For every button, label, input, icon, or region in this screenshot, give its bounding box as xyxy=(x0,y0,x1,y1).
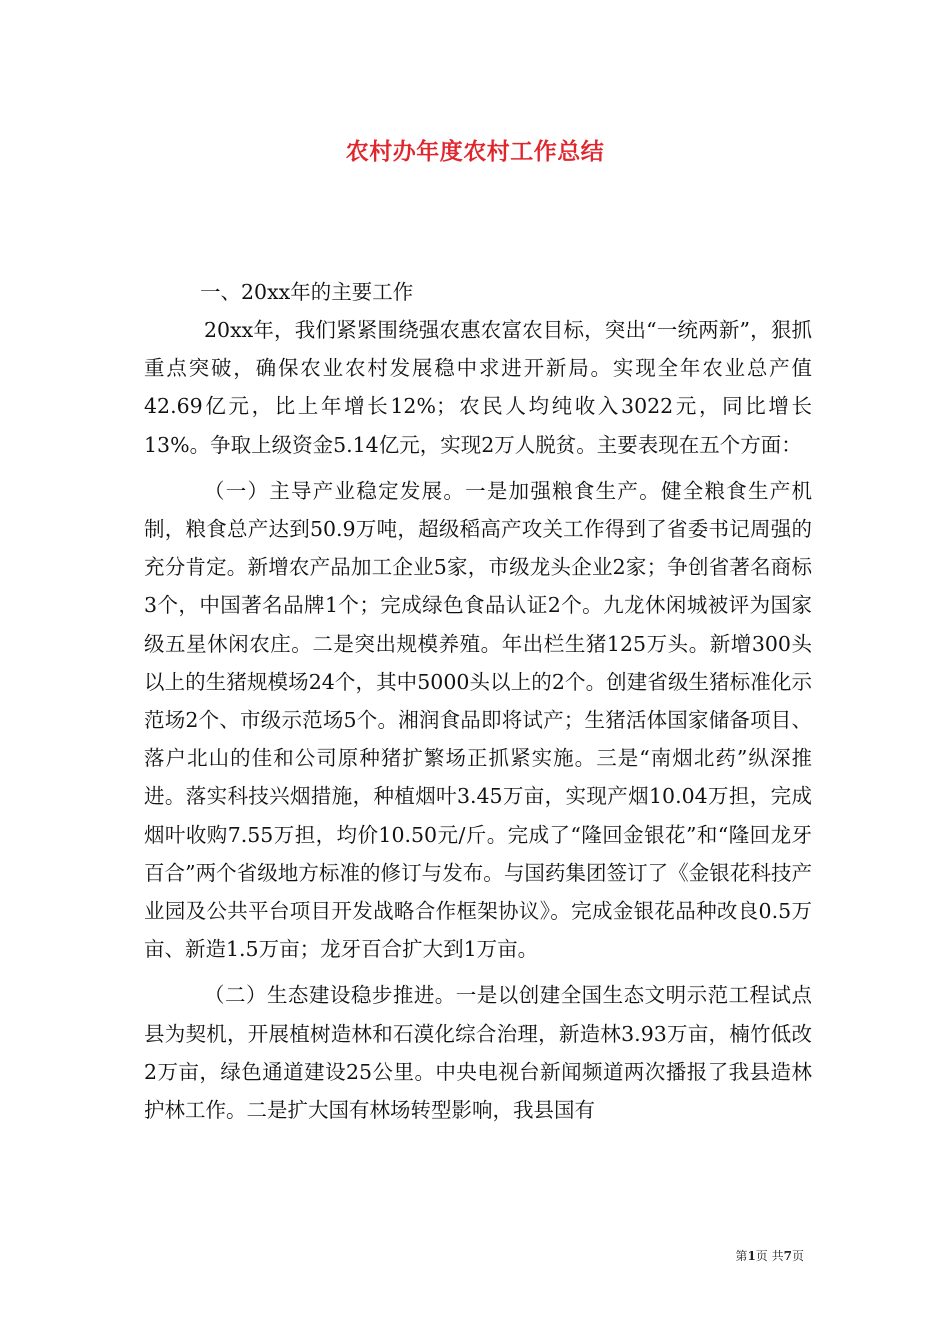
footer-suffix: 页 xyxy=(791,1249,804,1263)
section-heading: 一、20xx年的主要工作 xyxy=(200,280,414,304)
footer-middle: 页 共 xyxy=(755,1249,784,1263)
paragraph-ecology: （二）生态建设稳步推进。一是以创建全国生态文明示范工程试点县为契机，开展植树造林和石漠化综合治理，新造林3.93万亩，楠竹低改2万亩，绿色通道建设25公里。中央电视台新闻频道两次播报了我县造林护林工作。二是扩大国有林场转型影响，我县国有 xyxy=(144,983,812,1123)
paragraph-industry: （一）主导产业稳定发展。一是加强粮食生产。健全粮食生产机制，粮食总产达到50.9万吨，超级稻高产攻关工作得到了省委书记周强的充分肯定。新增农产品加工企业5家，市级龙头企业2家；争创省著名商标3个，中国著名品牌1个；完成绿色食品认证2个。九龙休闲城被评为国家级五星休闲农庄。二是突出规模养殖。年出栏生猪125万头。新增300头以上的生猪规模场24个，其中5000头以上的2个。创建省级生猪标准化示范场2个、市级示范场5个。湘润食品即将试产；生猪活体国家储备项目、落户北山的佳和公司原种猪扩繁场正抓紧实施。三是“南烟北药”纵深推进。落实科技兴烟措施，种植烟叶3.45万亩，实现产烟10.04万担，完成烟叶收购7.55万担，均价10.50元/斤。完成了“隆回金银花”和“隆回龙牙百合”两个省级地方标准的修订与发布。与国药集团签订了《金银花科技产业园及公共平台项目开发战略合作框架协议》。完成金银花品种改良0.5万亩、新造1.5万亩；龙牙百合扩大到1万亩。 xyxy=(144,478,812,962)
footer-prefix: 第 xyxy=(735,1249,748,1263)
paragraph-intro: 20xx年，我们紧紧围绕强农惠农富农目标，突出“一统两新”，狠抓重点突破，确保农业农村发展稳中求进开新局。实现全年农业总产值42.69亿元，比上年增长12%；农民人均纯收入3022元，同比增长13%。争取上级资金5.14亿元，实现2万人脱贫。主要表现在五个方面： xyxy=(144,318,812,457)
page-footer xyxy=(735,1247,804,1264)
footer-current-page: 1 xyxy=(747,1249,756,1263)
document-body xyxy=(144,273,812,1129)
footer-total-pages: 7 xyxy=(783,1249,792,1263)
document-title: 农村办年度农村工作总结 xyxy=(345,138,605,165)
